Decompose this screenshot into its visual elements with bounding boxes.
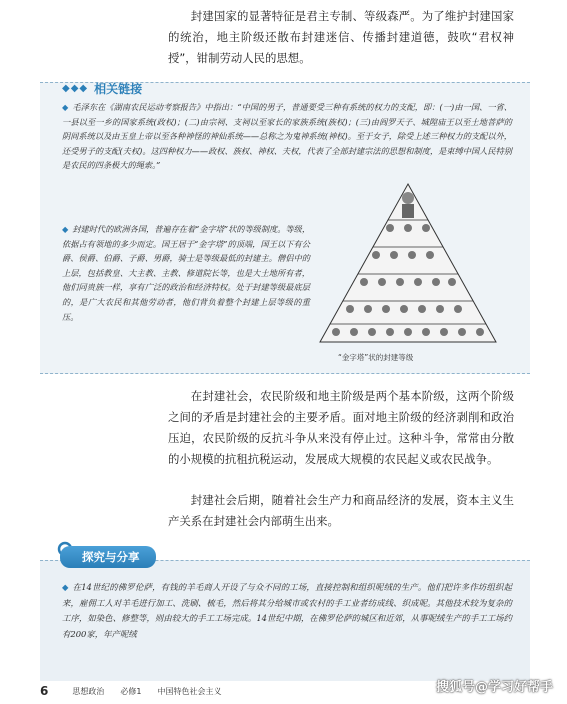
bullet-icon: ◆ (62, 582, 69, 592)
page-footer (40, 684, 221, 698)
watermark: 搜狐号@学习好帮手 (435, 680, 553, 695)
middle-paragraph-2: 封建社会后期，随着社会生产力和商品经济的发展，资本主义生产关系在封建社会内部萌生出来。 (168, 493, 514, 528)
diamond-icon: ◆◆◆ (62, 83, 89, 94)
explore-share-header (60, 546, 156, 568)
explore-text: ◆ 在14世纪的佛罗伦萨，有钱的羊毛商人开设了与众不同的工场，直接控制和组织呢绒的生产。他们把许多作坊组织起来，雇佣工人对羊毛进行加工、洗刷、梳毛，然后将其分给城市或农村的手工业者纺成线、织成呢。其他技术较为复杂的工序，如染色、修整等，则由较大的手工工场完成。14世纪中期，在佛罗伦萨的城区和近郊，从事呢绒生产的手工工场约有200家，年产呢绒 (62, 582, 512, 639)
middle-paragraph-1: 在封建社会，农民阶级和地主阶级是两个基本阶级，这两个阶级之间的矛盾是封建社会的主要矛盾。面对地主阶级的经济剥削和政治压迫，农民阶级的反抗斗争从来没有停止过。这种斗争，常常由分散的小规模的抗租抗税运动，发展成大规模的农民起义或农民战争。 (168, 389, 514, 466)
explore-share-title: 探究与分享 (60, 546, 156, 568)
feudal-pyramid-illustration (318, 182, 498, 347)
related-links-header (62, 80, 142, 97)
page-number: 6 (40, 684, 49, 698)
footer-subject: 思想政治 (72, 686, 105, 696)
footer-book: 中国特色社会主义 (157, 686, 222, 696)
footer-volume: 必修1 (120, 686, 142, 696)
bullet-icon: ◆ (62, 102, 69, 112)
bullet-icon: ◆ (62, 224, 69, 234)
figure-caption: “金字塔”状的封建等级 (338, 353, 414, 362)
related-links-title: 相关链接 (94, 82, 143, 96)
mao-quote: ◆ 毛泽东在《湖南农民运动考察报告》中指出：“中国的男子，普通要受三种有系统的权力的支配，即：(一)由一国、一省、一县以至一乡的国家系统(政权)；(二)由宗祠、支祠以至家长的家族系统(族权)；(三)由阎罗天子、城隍庙王以至土地菩萨的阴间系统以及由玉皇上帝以至各种神怪的神仙系统——总称之为鬼神系统(神权)。至于女子，除受上述三种权力的支配以外，还受男子的支配(夫权)。这四种权力——政权、族权、神权、夫权，代表了全部封建宗法的思想和制度，是束缚中国人民特别是农民的四条极大的绳索。” (62, 102, 512, 171)
top-paragraph: 封建国家的显著特征是君主专制、等级森严。为了维护封建国家的统治，地主阶级还散布封建迷信、传播封建道德，鼓吹“君权神授”，钳制劳动人民的思想。 (168, 9, 514, 65)
pyramid-description: ◆ 封建时代的欧洲各国，普遍存在着“金字塔”状的等级制度。等级，依据占有领地的多少而定。国王居于“金字塔”的顶端，国王以下有公爵、侯爵、伯爵、子爵、男爵，骑士是等级最低的封建主。僧侣中的上层，包括教皇、大主教、主教、修道院长等，也是大土地所有者，他们同贵族一样，享有广泛的政治和经济特权。处于封建等级最底层的，是广大农民和其他劳动者，他们背负着整个封建上层等级的重压。 (62, 224, 311, 322)
